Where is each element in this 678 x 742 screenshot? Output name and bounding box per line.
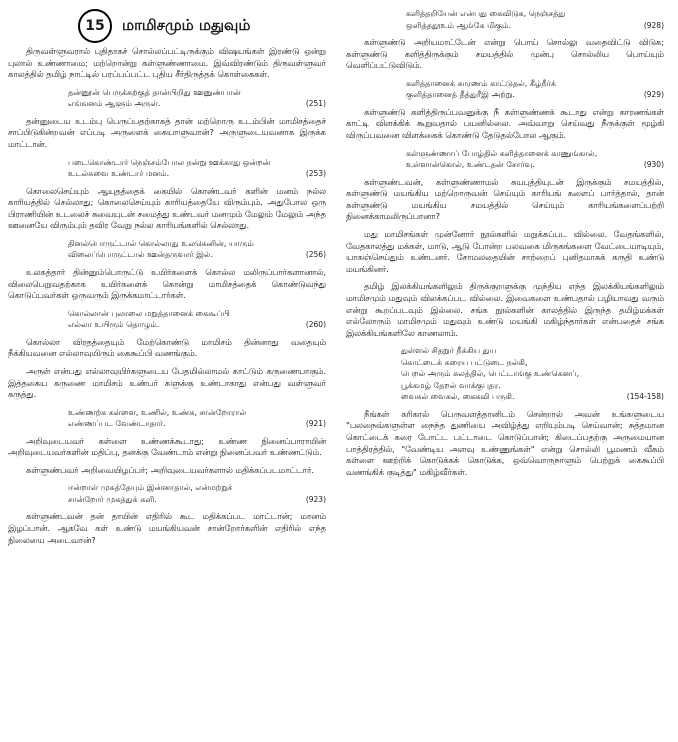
verse-line: படைகொண்டார் நெஞ்சம்போல நன்று ஊக்காது ஒன்றன்: [68, 157, 271, 167]
verse-line: வைகல் வைகல், கைகவி பருகி.: [401, 392, 515, 402]
verse-number: (923): [305, 494, 326, 504]
paragraph: கள்ளுண்பவர் அறிவையிழப்பர்; அறிவுடையவர்களால் மதிக்கப்படமாட்டார்.: [26, 464, 314, 475]
verse-line: எங்ஙனம் ஆளும் அருள்.: [68, 99, 161, 109]
verse-number: (251): [305, 99, 326, 109]
verse-number: (921): [305, 419, 326, 429]
kural-verse: [68, 238, 326, 261]
kural-verse: [68, 308, 326, 331]
verse-number: (253): [305, 169, 326, 179]
paragraph: தன்னுடைய உடம்பு பெருப்பதற்காகத் தான் மற்றொரு உடம்பின் மாமிசத்தைச் சாப்பிடுகின்றவன் எப்படி அருளைக் கையாளுவான்? அருளுடையவனாக இருக்க மாட்டான்.: [8, 115, 326, 149]
chapter-number-badge: 15: [78, 9, 112, 43]
left-column-content: [8, 46, 326, 546]
verse-line: எண்ணப்பட வேண்டாதார்.: [68, 419, 166, 429]
verse-line: ஒளித்ததூஉம் ஆங்கே மிகும்.: [406, 20, 512, 30]
verse-line: களித்தறியேன் என்பது கைவிடுக, நெஞ்சத்து: [406, 9, 566, 18]
paragraph: மது மாமிசங்கள் முன்னோர் நூல்களில் மறுக்கப்பட வில்லை. வேதங்களில், வேதகாலத்து மக்கள், மாடு, ஆடு போன்ற பலவகை மிருகங்களை வேட்டையாடியும், யாகஞ்செய்தும் உண்டனர். சோமலதையின் சாற்றைப் புனிதமாகக் கருதி உண்டு மயங்கினர்.: [346, 228, 664, 274]
paragraph: தமிழ் இலக்கியங்களிலும் திருக்குறளுக்கு முந்திய எந்த இலக்கியங்களிலும் மாமிசமும் மதுவும் விலக்கப்பட வில்லை. இவைகளை உண்பதால் பழியாவது வரும் என்று கூறப்படவும் இல்லை. சங்க நூல்களின் காலத்தில் இருந்த தமிழ்மக்கள் எல்லோரும் மாமிசமும் மதுவும் உண்டு மயங்கி மகிழ்ந்தார்கள் என்பதைச் சங்க இலக்கியங்களிலே காணலாம்.: [346, 281, 664, 338]
paragraph: கொல்லா விரதத்தையும் மேற்கொண்டு மாமிசம் தின்னாது வதையும் நீக்கியவனை எல்லாவுயிரும் கைகூப்பி வணங்கும்.: [8, 336, 326, 359]
paragraph: அறிவுடையவர் கள்ளை உண்ணக்கூடாது; உண்ண நினைப்பாராயின் அறிவுடையவர்களின் மதிப்பு, தனக்கு வேண்டாம் என்று நினைப்பவர் உண்ணட்டும்.: [8, 435, 326, 458]
verse-line: ஈன்றாள் முகத்தேயும் இன்னாதால், என்மற்றுச்: [68, 483, 233, 493]
verse-number: (929): [643, 90, 664, 100]
chapter-title: மாமிசமும் மதுவும்: [122, 16, 251, 34]
kural-verse: [68, 87, 326, 110]
paragraph: திருவள்ளுவரால் புதிதாகச் சொல்லப்பட்டிருக்கும் விஷயங்கள் இரண்டு ஒன்று புலால் உண்ணாமை; மற்றொன்று கள்ளுண்ணாமை. இவ்விரண்டும் திருவள்ளுவர் காலத்தில் தமிழ் நாட்டில் பரப்பப்பட்ட புதிய சீர்திருத்தக் கொள்கைகள்.: [8, 46, 326, 80]
verse-number: (256): [305, 250, 326, 260]
verse-line: சான்றோர் முகத்துக் களி.: [68, 494, 157, 504]
verse-line: தினல்பொருட்டால் கொல்லாது உலகெனின், யாரும்: [68, 238, 254, 248]
kural-verse: [401, 345, 664, 403]
paragraph: கள்ளுண்டு களித்திருப்பவனுக்கு நீ கள்ளுண்ணக் கூடாது என்று காரணங்கள் காட்டி விளக்கிக் கூறுவதால் பயனில்லை. அவ்வாறு செய்வது நீருக்குள் மூழ்கி விருப்பவனை விளக்கைக் கொண்டு தேடுதல்போல ஆகும்.: [346, 106, 664, 140]
paragraph: கள்ளுண்டவன் தன் தாயின் எதிரில் கூட மதிக்கப்பட மாட்டான்; மானம் இழப்பான். ஆகவே கள் உண்டு மயங்கியவன் சான்றோர்களின் எதிரில் எந்த நிலையை அடைவான்?: [8, 511, 326, 545]
paragraph: உலகத்தார் தின்னும்பொருட்டு உயிர்களைக் கொல்ல மலிருப்பார்களானால், விலைபெறுவதற்காக உயிர்களைக் கொன்று மாமிசத்தைக் கொண்டுவந்து கொடுப்பவர்கள் ஒருவரும் இருக்கமாட்டார்கள்.: [8, 266, 326, 301]
verse-line: குளித்தானைத் தீத்துரீஇ அற்று.: [406, 90, 515, 100]
chapter-heading: [78, 6, 326, 46]
verse-line: துள்ளல் சிதறுர் நீக்கிய துய: [401, 346, 497, 356]
paragraph: கொலைசெய்யும் ஆயுதத்தைக் கையில் கொண்டவர் களின் மனம் நல்ல காரியத்தில் செல்லாது; கொலைசெய்யும் காரியத்தையே விரும்பும். அதுபோல ஒரு பிராணியின் உடலைச் சுவையுடன் சமைத்து உண்டவர் மனமும் மேலும் மேலும் அந்த ஊனையே விரும்பும் தவிர வேறு நல்ல காரியங்களில் செல்லாது.: [8, 185, 326, 231]
verse-line: உடல்சுவை உண்டார் மனம்.: [68, 169, 170, 179]
right-column-content: [346, 8, 664, 478]
paragraph: நீங்கள் கரிகால் பெருவளத்தானிடம் சென்றால் அவன் உங்களுடைய "பலநைவ்களுள்ள நைந்த துணியை அவிழ்த்து எறியும்படி செய்வான்; சுத்தமான கொட்டைக் கரை போட்ட பட்டாடை கொடுப்பான்; கிடைப்பதற்கு அருமையான பாத்திரத்தில், "வேண்டிய அளவு உண்ணுங்கள்" என்று சொல்லி பூமணம் வீசும் கள்ளை ஊற்றிக் கொடுக்கக் கொடுக்க, ஒவ்வொருநாளும் பெற்றுக் கைகூப்பி வணங்கிக் குடித்து" மகிழ்வீர்கள்.: [346, 408, 664, 477]
kural-verse: [406, 8, 664, 31]
verse-number: (154-158): [626, 392, 664, 402]
verse-line: உள்ளான்கொல், உண்டதன் சோர்வு.: [406, 160, 535, 170]
verse-line: களித்தானைக் காரணம் காட்டுதல், கீழ்நீர்க்: [406, 78, 556, 88]
verse-line: கொல்லான் புலாலை மறுத்தானைக் கைகூப்பி: [68, 308, 230, 318]
left-column: [8, 0, 326, 552]
verse-line: விலைப்பொருட்டால் ஊன்தருவார் இல்.: [68, 250, 214, 260]
verse-line: தன்னூன் பெருக்கற்குத் தான்பிறிது ஊனுண்பான்: [68, 87, 241, 97]
paragraph: கள்ளுண்டவன், கள்ளுண்ணாமல் சுயபுத்தியுடன் இருக்கும் சமயத்தில், கள்ளுண்டு மயங்கிய மற்றொருவன் செய்யும் காரியங் களைப் பார்த்தால், தான் கள்ளுண்டு மயங்கிய சமயத்தில் செய்யும் காரியங்களைப்பற்றி நினைக்காமலிருப்பானா?: [346, 176, 664, 222]
kural-verse: [406, 78, 664, 101]
verse-line: எல்லா உயிரும் தொழும்.: [68, 320, 160, 330]
verse-number: (930): [643, 160, 664, 170]
verse-line: பூக்கமழ் தேறல் வாக்குபுதர.: [401, 380, 501, 390]
paragraph: கள்ளுண்டு அறியமாட்டேன் என்று பொய் சொல்லு வதைவிட்டு விடுக; கள்ளுண்டு களித்திருக்கும் சமயத்தில் முன்பு சொல்லிய பொய்யும் வெளிப்பட்டுவிடும்.: [346, 37, 664, 71]
kural-verse: [68, 407, 326, 430]
verse-line: கள்ளுண்ணாப் போழ்தில் களித்தானைக் காணுங்கால்,: [406, 148, 598, 158]
verse-line: கொட்டைக் கரைய பட்டுடை நல்கி,: [401, 357, 528, 367]
verse-number: (928): [643, 20, 664, 30]
verse-line: பெறல் அரும் கலத்தில், பெட்டாங்கு உண்கெனப்,: [401, 369, 580, 379]
kural-verse: [68, 157, 326, 180]
kural-verse: [68, 482, 326, 505]
kural-verse: [406, 148, 664, 171]
verse-line: உண்ணற்க கள்ளை, உணில், உண்க, சான்றோரால்: [68, 407, 247, 417]
paragraph: அருள் என்பது எல்லாவுயிர்களுடைய பேதமில்லாமல் காட்டும் கருணையாகும். இத்தகைய கருணை மாமிசம் உண்பர் களுக்கு உண்டாகாது என்பது வள்ளுவர் கருத்து.: [8, 365, 326, 400]
verse-number: (260): [305, 320, 326, 330]
right-column: [346, 6, 664, 484]
